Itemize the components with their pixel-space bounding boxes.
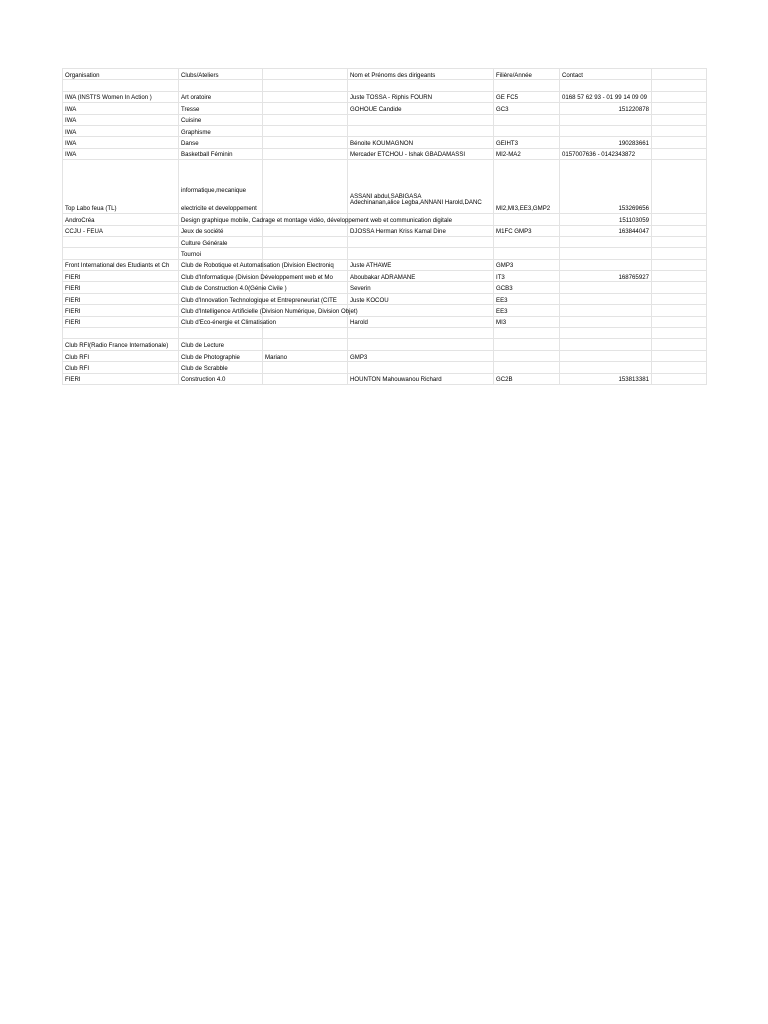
cell-club-line: electricite et developpement bbox=[181, 205, 257, 213]
cell[interactable] bbox=[652, 137, 707, 148]
cell-contact[interactable] bbox=[560, 305, 652, 316]
table-row bbox=[63, 103, 707, 114]
cell-club[interactable]: Construction 4.0 bbox=[179, 373, 263, 384]
cell-extra[interactable] bbox=[263, 362, 348, 373]
cell-organisation[interactable]: IWA bbox=[63, 114, 179, 125]
cell-contact[interactable] bbox=[560, 125, 652, 136]
cell-extra[interactable] bbox=[263, 125, 348, 136]
cell-organisation[interactable]: CCJU - FEUA bbox=[63, 225, 179, 236]
cell-dirigeants[interactable] bbox=[348, 160, 494, 214]
cell-organisation[interactable]: FIERI bbox=[63, 316, 179, 327]
cell[interactable] bbox=[263, 328, 348, 339]
cell-filiere[interactable] bbox=[494, 362, 560, 373]
cell[interactable] bbox=[652, 305, 707, 316]
cell-contact[interactable]: 168765927 bbox=[560, 271, 652, 282]
cell-contact[interactable] bbox=[560, 316, 652, 327]
cell-dirigeants[interactable]: Juste KOCOU bbox=[348, 293, 494, 304]
cell-filiere[interactable]: MI2-MA2 bbox=[494, 148, 560, 159]
cell-dirigeants[interactable]: DJOSSA Herman Kriss Kamal Dine bbox=[348, 225, 494, 236]
cell-dirigeants[interactable]: Juste ATHAWE bbox=[348, 259, 494, 270]
header-clubs[interactable]: Clubs/Ateliers bbox=[179, 69, 263, 80]
cell-organisation[interactable]: IWA (INSTI'S Women In Action ) bbox=[63, 91, 179, 102]
cell[interactable] bbox=[179, 328, 263, 339]
cell-contact[interactable] bbox=[560, 350, 652, 361]
cell-dirigeants[interactable]: Aboubakar ADRAMANE bbox=[348, 271, 494, 282]
cell-filiere[interactable] bbox=[494, 350, 560, 361]
cell-filiere[interactable]: IT3 bbox=[494, 271, 560, 282]
cell[interactable] bbox=[652, 80, 707, 91]
cell[interactable] bbox=[652, 271, 707, 282]
cell-organisation[interactable]: Club RFI(Radio France Internationale) bbox=[63, 339, 179, 350]
cell-club[interactable]: Tresse bbox=[179, 103, 263, 114]
table-row bbox=[63, 225, 707, 236]
cell-extra[interactable] bbox=[263, 248, 348, 259]
cell-club-line: informatique,mecanique bbox=[181, 186, 247, 194]
cell[interactable] bbox=[348, 80, 494, 91]
table-row bbox=[63, 373, 707, 384]
cell[interactable] bbox=[652, 350, 707, 361]
cell[interactable] bbox=[560, 328, 652, 339]
table-row bbox=[63, 114, 707, 125]
cell-contact[interactable]: 190283661 bbox=[560, 137, 652, 148]
cell-club[interactable]: Design graphique mobile, Cadrage et montage vidéo, développement web et communication digitale bbox=[179, 214, 263, 225]
cell-contact[interactable] bbox=[560, 248, 652, 259]
cell-dirigeants[interactable] bbox=[348, 114, 494, 125]
cell-filiere[interactable] bbox=[494, 248, 560, 259]
cell-filiere[interactable]: MI2,MI3,EE3,GMP2 bbox=[494, 160, 560, 214]
cell-organisation[interactable]: Club RFI bbox=[63, 362, 179, 373]
cell-extra[interactable] bbox=[263, 236, 348, 247]
cell-organisation[interactable]: Top Labo feua (TL) bbox=[63, 160, 179, 214]
cell[interactable] bbox=[652, 125, 707, 136]
cell-organisation[interactable]: AndroCréa bbox=[63, 214, 179, 225]
cell-contact[interactable]: 163844047 bbox=[560, 225, 652, 236]
cell-organisation[interactable]: FIERI bbox=[63, 271, 179, 282]
cell-club[interactable]: Club de Robotique et Automatisation (Division Electroniq bbox=[179, 259, 263, 270]
cell-filiere[interactable] bbox=[494, 339, 560, 350]
cell-filiere[interactable]: GEIHT3 bbox=[494, 137, 560, 148]
cell-extra[interactable] bbox=[263, 91, 348, 102]
cell-extra[interactable] bbox=[263, 373, 348, 384]
cell-club[interactable]: Graphisme bbox=[179, 125, 263, 136]
cell-club[interactable]: Jeux de société bbox=[179, 225, 263, 236]
cell[interactable] bbox=[652, 236, 707, 247]
cell-club[interactable]: Danse bbox=[179, 137, 263, 148]
cell-contact[interactable]: 153269656 bbox=[560, 160, 652, 214]
table-row bbox=[63, 125, 707, 136]
cell-dirigeants[interactable] bbox=[348, 362, 494, 373]
table-row bbox=[63, 259, 707, 270]
cell-contact[interactable] bbox=[560, 293, 652, 304]
cell-filiere[interactable]: MI3 bbox=[494, 316, 560, 327]
cell-filiere[interactable]: GMP3 bbox=[494, 259, 560, 270]
cell-dirigeants[interactable]: GMP3 bbox=[348, 350, 494, 361]
cell-dirigeants[interactable] bbox=[348, 125, 494, 136]
cell-extra[interactable] bbox=[263, 225, 348, 236]
spreadsheet-table bbox=[62, 68, 707, 385]
table-row bbox=[63, 137, 707, 148]
cell-filiere[interactable]: EE3 bbox=[494, 305, 560, 316]
cell-club[interactable]: Club de Photographie bbox=[179, 350, 263, 361]
cell[interactable] bbox=[263, 80, 348, 91]
blank-row bbox=[63, 328, 707, 339]
table-row bbox=[63, 293, 707, 304]
table-row bbox=[63, 148, 707, 159]
cell-filiere[interactable]: M1FC GMP3 bbox=[494, 225, 560, 236]
table-row bbox=[63, 350, 707, 361]
cell-organisation[interactable]: IWA bbox=[63, 148, 179, 159]
cell-organisation[interactable] bbox=[63, 236, 179, 247]
header-contact[interactable]: Contact bbox=[560, 69, 652, 80]
cell[interactable] bbox=[652, 293, 707, 304]
table-row bbox=[63, 305, 707, 316]
cell-dirigeants[interactable]: HOUNTON Mahouwanou Richard bbox=[348, 373, 494, 384]
table-row bbox=[63, 316, 707, 327]
cell-filiere[interactable] bbox=[494, 125, 560, 136]
cell-club[interactable]: Club d'Innovation Technologique et Entrepreneuriat (CITE bbox=[179, 293, 263, 304]
cell-dirigeants-line: Adechinanan,alice Legba,ANNANI Harold,DANC bbox=[350, 199, 482, 207]
table-row bbox=[63, 236, 707, 247]
cell[interactable] bbox=[652, 362, 707, 373]
cell-contact[interactable]: 0168 57 62 93 - 01 99 14 09 09 bbox=[560, 91, 652, 102]
cell-extra[interactable] bbox=[263, 114, 348, 125]
cell[interactable] bbox=[652, 339, 707, 350]
cell[interactable] bbox=[63, 80, 179, 91]
cell-club[interactable]: Club de Construction 4.0(Génie Civile ) bbox=[179, 282, 263, 293]
cell-club[interactable]: Culture Générale bbox=[179, 236, 263, 247]
cell[interactable] bbox=[652, 282, 707, 293]
cell[interactable] bbox=[652, 225, 707, 236]
cell-club[interactable]: Art oratoire bbox=[179, 91, 263, 102]
cell-organisation[interactable]: FIERI bbox=[63, 293, 179, 304]
cell-club[interactable]: Basketball Féminin bbox=[179, 148, 263, 159]
cell[interactable] bbox=[652, 259, 707, 270]
table-row bbox=[63, 271, 707, 282]
table-row bbox=[63, 91, 707, 102]
cell-dirigeants[interactable]: Bénoite KOUMAGNON bbox=[348, 137, 494, 148]
cell[interactable] bbox=[560, 80, 652, 91]
blank-row bbox=[63, 80, 707, 91]
header-organisation[interactable]: Organisation bbox=[63, 69, 179, 80]
cell-contact[interactable]: 151220878 bbox=[560, 103, 652, 114]
cell-contact[interactable]: 151103059 bbox=[560, 214, 652, 225]
cell-organisation[interactable]: FIERI bbox=[63, 282, 179, 293]
cell[interactable] bbox=[348, 328, 494, 339]
header-row bbox=[63, 69, 707, 80]
cell[interactable] bbox=[652, 91, 707, 102]
header-empty[interactable] bbox=[263, 69, 348, 80]
cell[interactable] bbox=[652, 316, 707, 327]
table-row bbox=[63, 339, 707, 350]
table-row bbox=[63, 248, 707, 259]
cell-extra[interactable]: Mariano bbox=[263, 350, 348, 361]
cell-dirigeants[interactable]: GOHOUE Candide bbox=[348, 103, 494, 114]
cell[interactable] bbox=[652, 214, 707, 225]
cell[interactable] bbox=[652, 148, 707, 159]
cell-organisation[interactable]: IWA bbox=[63, 125, 179, 136]
cell-contact[interactable] bbox=[560, 339, 652, 350]
cell-extra[interactable] bbox=[263, 160, 348, 214]
cell-dirigeants[interactable] bbox=[348, 248, 494, 259]
cell-contact[interactable]: 153813381 bbox=[560, 373, 652, 384]
cell-extra[interactable] bbox=[263, 339, 348, 350]
cell-filiere[interactable]: GCB3 bbox=[494, 282, 560, 293]
header-dirigeants[interactable]: Nom et Prénoms des dirigeants bbox=[348, 69, 494, 80]
cell-filiere[interactable]: EE3 bbox=[494, 293, 560, 304]
cell-organisation[interactable]: IWA bbox=[63, 103, 179, 114]
cell-dirigeants[interactable] bbox=[348, 236, 494, 247]
cell-club[interactable]: Club d'Eco-énergie et Climatisation bbox=[179, 316, 263, 327]
cell-contact[interactable] bbox=[560, 362, 652, 373]
cell[interactable] bbox=[63, 328, 179, 339]
cell[interactable] bbox=[179, 80, 263, 91]
cell[interactable] bbox=[652, 114, 707, 125]
cell-filiere[interactable] bbox=[494, 214, 560, 225]
cell-contact[interactable] bbox=[560, 259, 652, 270]
cell-organisation[interactable]: Club RFI bbox=[63, 350, 179, 361]
header-empty[interactable] bbox=[652, 69, 707, 80]
table-row bbox=[63, 214, 707, 225]
cell-contact[interactable] bbox=[560, 114, 652, 125]
cell-dirigeants[interactable]: Severin bbox=[348, 282, 494, 293]
cell[interactable] bbox=[652, 103, 707, 114]
cell-dirigeants[interactable] bbox=[348, 305, 494, 316]
header-filiere[interactable]: Filière/Année bbox=[494, 69, 560, 80]
cell-extra[interactable] bbox=[263, 137, 348, 148]
cell-organisation[interactable]: Front International des Etudiants et Ch bbox=[63, 259, 179, 270]
cell-dirigeants[interactable] bbox=[348, 339, 494, 350]
table-row bbox=[63, 160, 707, 214]
cell-club[interactable]: Cuisine bbox=[179, 114, 263, 125]
cell-filiere[interactable]: GC2B bbox=[494, 373, 560, 384]
cell-contact[interactable] bbox=[560, 236, 652, 247]
cell[interactable] bbox=[494, 328, 560, 339]
cell[interactable] bbox=[494, 80, 560, 91]
cell-filiere[interactable] bbox=[494, 236, 560, 247]
cell-filiere[interactable] bbox=[494, 114, 560, 125]
cell[interactable] bbox=[652, 328, 707, 339]
cell-dirigeants-line: ASSANI abdul,SABIGASA bbox=[350, 192, 422, 200]
cell-organisation[interactable] bbox=[63, 248, 179, 259]
cell-contact[interactable]: 0157007636 - 0142343872 bbox=[560, 148, 652, 159]
cell[interactable] bbox=[652, 373, 707, 384]
cell-dirigeants[interactable]: Mercader ETCHOU - Ishak GBADAMASSI bbox=[348, 148, 494, 159]
cell-organisation[interactable]: IWA bbox=[63, 137, 179, 148]
cell-club[interactable]: Tournoi bbox=[179, 248, 263, 259]
cell-contact[interactable] bbox=[560, 282, 652, 293]
table-row bbox=[63, 362, 707, 373]
cell-club[interactable] bbox=[179, 160, 263, 214]
cell-dirigeants[interactable]: Harold bbox=[348, 316, 494, 327]
cell[interactable] bbox=[652, 160, 707, 214]
cell-dirigeants[interactable]: Juste TOSSA - Riphis FOURN bbox=[348, 91, 494, 102]
cell-club[interactable]: Club d'Informatique (Division Développement web et Mo bbox=[179, 271, 263, 282]
table-row bbox=[63, 282, 707, 293]
cell-filiere[interactable]: GC3 bbox=[494, 103, 560, 114]
cell-organisation[interactable]: FIERI bbox=[63, 373, 179, 384]
cell-filiere[interactable]: GE FC5 bbox=[494, 91, 560, 102]
cell-extra[interactable] bbox=[263, 103, 348, 114]
cell[interactable] bbox=[652, 248, 707, 259]
cell-club[interactable]: Club de Scrabble bbox=[179, 362, 263, 373]
cell-club[interactable]: Club de Lecture bbox=[179, 339, 263, 350]
cell-organisation[interactable]: FIERI bbox=[63, 305, 179, 316]
cell-club[interactable]: Club d'Intelligence Artificielle (Division Numérique, Division Objet) bbox=[179, 305, 263, 316]
cell-extra[interactable] bbox=[263, 148, 348, 159]
